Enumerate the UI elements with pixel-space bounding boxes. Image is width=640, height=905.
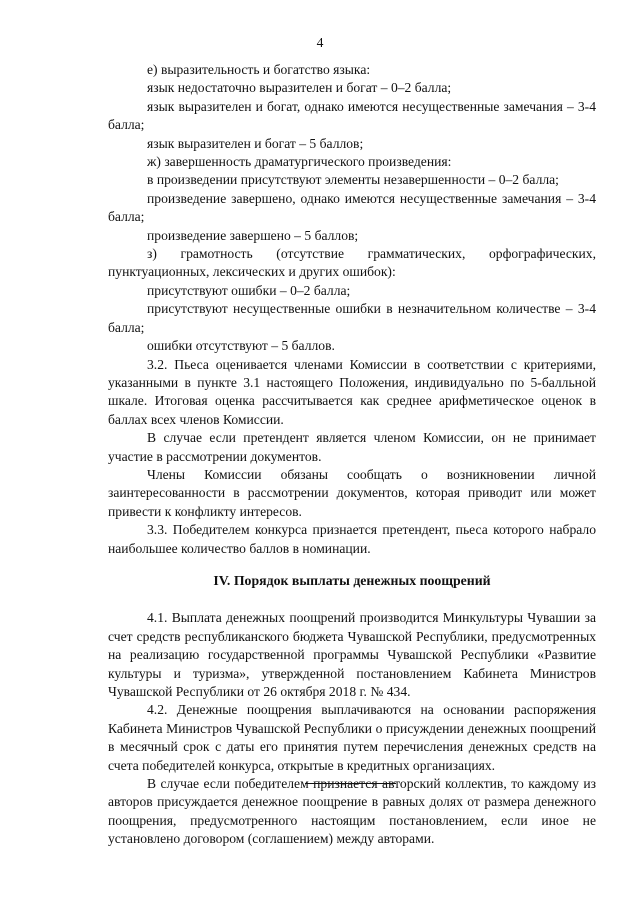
end-rule — [305, 783, 396, 784]
paragraph: произведение завершено, однако имеются несущественные замечания – 3-4 балла; — [108, 190, 596, 225]
page-number: 4 — [316, 35, 324, 50]
paragraph: е) выразительность и богатство языка: — [147, 62, 371, 77]
paragraph: В случае если претендент является членом Комиссии, он не принимает участие в рассмотрении документов. — [108, 430, 596, 464]
paragraph: 3.3. Победителем конкурса признается претендент, пьеса которого набрало наибольшее количество баллов в номинации. — [108, 522, 596, 556]
paragraph: з) грамотность (отсутствие грамматических, орфографических, пунктуационных, лексических и других ошибок): — [108, 246, 596, 280]
section-heading: IV. Порядок выплаты денежных поощрений — [213, 572, 491, 588]
criteria-section — [108, 61, 596, 558]
paragraph: в произведении присутствуют элементы незавершенности – 0–2 балла; — [147, 172, 559, 188]
paragraph: 4.1. Выплата денежных поощрений производится Минкультуры Чувашии за счет средств республиканского бюджета Чувашской Республики, предусмотренных на реализацию государственной программы Чувашской Республики «Развитие культуры и туризма», утвержденной постановлением Кабинета Министров Чувашской Республики от 26 октября 2018 г. № 434. — [108, 610, 596, 699]
paragraph: ошибки отсутствуют – 5 баллов. — [147, 338, 335, 354]
paragraph: присутствуют несущественные ошибки в незначительном количестве – 3-4 балла; — [108, 301, 596, 335]
paragraph: язык выразителен и богат, однако имеются несущественные замечания – 3-4 балла; — [108, 98, 596, 133]
document-body — [108, 61, 596, 849]
paragraph: Члены Комиссии обязаны сообщать о возникновении личной заинтересованности в рассмотрении документов, которая приводит или может привести к конфликту интересов. — [108, 466, 596, 519]
paragraph: произведение завершено – 5 баллов; — [147, 227, 359, 243]
paragraph: 3.2. Пьеса оценивается членами Комиссии в соответствии с критериями, указанными в пункте 3.1 настоящего Положения, индивидуально по 5-балльной шкале. Итоговая оценка рассчитывается как среднее арифметическое оценок в баллах всех членов Комиссии. — [108, 356, 596, 427]
payment-section — [108, 609, 596, 848]
paragraph: В случае если победителем признается авторский коллектив, то каждому из авторов присуждается денежное поощрение в равных долях от размера денежного поощрения, предусмотренного настоящим постановлением, если иное не установлено договором (соглашением) между авторами. — [108, 776, 596, 847]
paragraph: язык недостаточно выразителен и богат – 0–2 балла; — [147, 80, 452, 96]
paragraph: язык выразителен и богат – 5 баллов; — [147, 135, 364, 151]
paragraph: ж) завершенность драматургического произведения: — [147, 154, 452, 170]
paragraph: присутствуют ошибки – 0–2 балла; — [147, 282, 351, 298]
paragraph: 4.2. Денежные поощрения выплачиваются на основании распоряжения Кабинета Министров Чувашской Республики о присуждении денежных поощрений в месячный срок с даты его принятия путем перечисления денежных средств на счета победителей конкурса, открытые в кредитных организациях. — [108, 702, 596, 773]
